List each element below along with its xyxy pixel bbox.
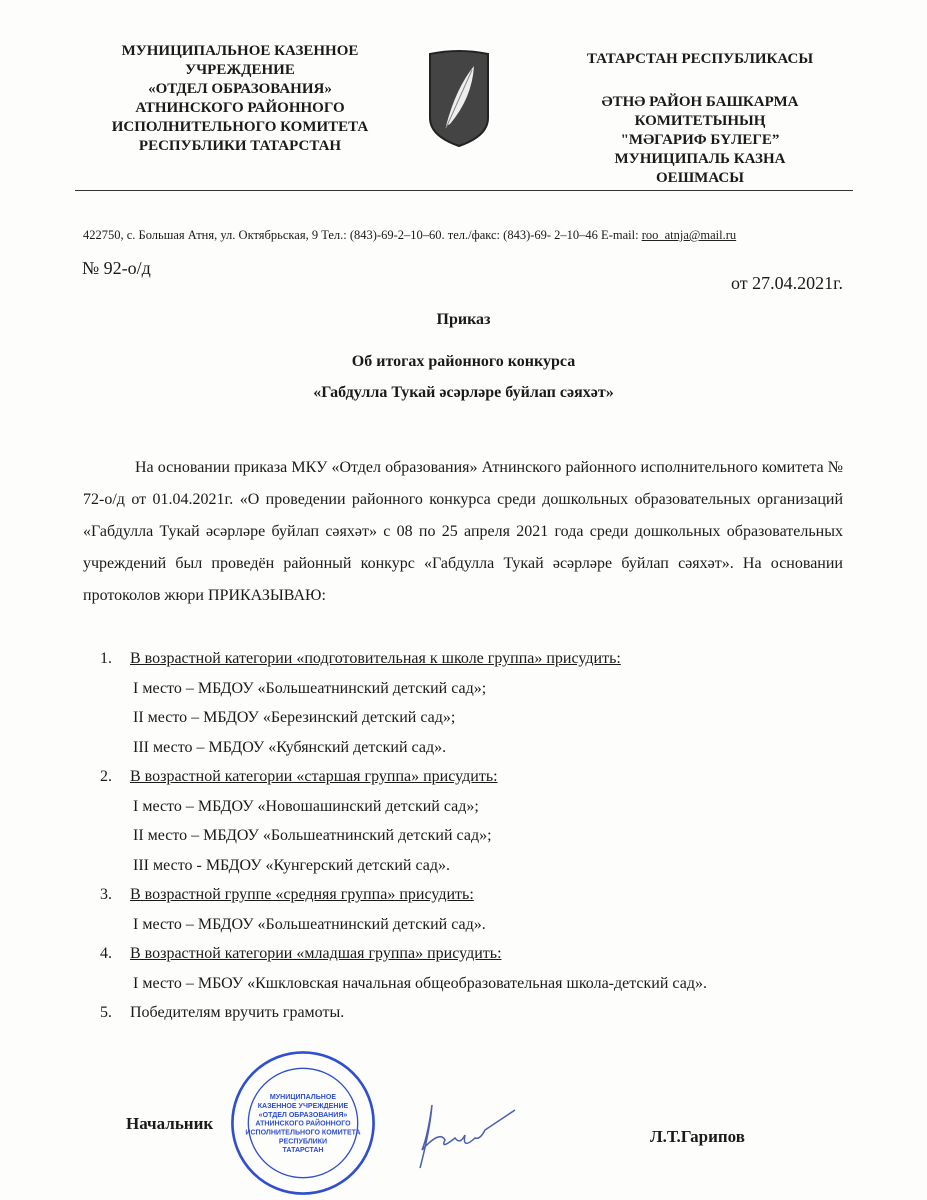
contest-name: «Габдулла Тукай әсәрләре буйлап сәяхәт» [313,384,614,401]
document-title: Приказ [436,311,491,328]
header-line: УЧРЕЖДЕНИЕ [185,62,295,78]
award-line: II место – МБДОУ «Большеатнинский детский сад»; [133,827,492,844]
header-line: ОЕШМАСЫ [656,170,744,186]
header-divider [75,190,853,191]
item-heading: В возрастной категории «подготовительная к школе группа» присудить: [130,650,621,667]
email-link[interactable]: roo_atnja@mail.ru [641,228,737,242]
item-number: 1. [100,650,112,667]
order-date: от 27.04.2021г. [731,273,843,293]
svg-text:АТНИНСКОГО РАЙОННОГО: АТНИНСКОГО РАЙОННОГО [255,1120,351,1128]
list-item [100,880,840,910]
header-line: ИСПОЛНИТЕЛЬНОГО КОМИТЕТА [111,119,369,135]
paragraph-text: На основании приказа МКУ «Отдел образования» Атнинского районного исполнительного комитета № 72-о/д от 01.04.2021г. «О проведении районного конкурса среди дошкольных образовательных организаций «Габдулла Тукай әсәрләре буйлап сәяхәт» с 08 по 25 апреля 2021 года среди дошкольных образовательных учреждений был проведён районный конкурс «Габдулла Тукай әсәрләре буйлап сәяхәт». На основании протоколов жюри ПРИКАЗЫВАЮ: [83,459,843,604]
svg-text:«ОТДЕЛ ОБРАЗОВАНИЯ»: «ОТДЕЛ ОБРАЗОВАНИЯ» [258,1111,348,1119]
item-text: Победителям вручить грамоты. [130,1004,345,1021]
header-line: МУНИЦИПАЛЬНОЕ КАЗЕННОЕ [121,43,359,59]
header-line: КОМИТЕТЫНЫҢ [634,113,766,129]
award-line: I место – МБОУ «Кшкловская начальная общеобразовательная школа-детский сад». [133,974,707,992]
header-right [560,50,840,188]
award-line: III место – МБДОУ «Кубянский детский сад». [133,738,447,756]
award-line: I место – МБДОУ «Большеатнинский детский сад». [133,915,486,933]
svg-text:РЕСПУБЛИКИ: РЕСПУБЛИКИ [278,1138,328,1146]
item-heading: В возрастной категории «старшая группа» присудить: [130,768,498,785]
item-heading: В возрастной категории «младшая группа» присудить: [130,945,502,962]
header-left [90,42,390,156]
signer-name: Л.Т.Гарипов [650,1127,745,1146]
list-item [100,939,840,969]
svg-text:КАЗЕННОЕ УЧРЕЖДЕНИЕ: КАЗЕННОЕ УЧРЕЖДЕНИЕ [257,1103,349,1110]
address-line [83,228,736,243]
item-number: 4. [100,945,112,962]
item-number: 2. [100,768,112,785]
header-line: МУНИЦИПАЛЬ КАЗНА [614,151,786,167]
list-item [100,998,840,1028]
award-line: I место – МБДОУ «Новошашинский детский сад»; [133,797,479,815]
svg-text:ТАТАРСТАН: ТАТАРСТАН [282,1147,324,1155]
list-item [100,762,840,792]
order-items [100,644,840,1028]
address-text: 422750, с. Большая Атня, ул. Октябрьская, 9 Тел.: (843)-69-2–10–60. тел./факс: (843)-69- 2–10–46 E-mail: [83,228,642,242]
award-line: II место – МБДОУ «Березинский детский сад»; [133,709,456,726]
item-number: 3. [100,886,112,903]
header-line: РЕСПУБЛИКИ ТАТАРСТАН [138,138,342,154]
svg-text:ИСПОЛНИТЕЛЬНОГО КОМИТЕТА: ИСПОЛНИТЕЛЬНОГО КОМИТЕТА [245,1129,361,1137]
header-line: ӘТНӘ РАЙОН БАШКАРМА [601,94,799,110]
coat-of-arms-icon [426,48,492,152]
signer-position: Начальник [126,1114,214,1133]
handwritten-signature [400,1100,520,1170]
award-line: III место - МБДОУ «Кунгерский детский сад». [133,856,450,874]
svg-text:МУНИЦИПАЛЬНОЕ: МУНИЦИПАЛЬНОЕ [269,1094,337,1102]
order-number: № 92-о/д [82,258,151,278]
award-line: I место – МБДОУ «Большеатнинский детский сад»; [133,679,487,697]
list-item [100,644,840,674]
header-line: «ОТДЕЛ ОБРАЗОВАНИЯ» [148,81,332,97]
item-number: 5. [100,1004,112,1021]
header-line: АТНИНСКОГО РАЙОННОГО [135,100,345,116]
item-heading: В возрастной группе «средняя группа» присудить: [130,886,474,903]
header-line: ТАТАРСТАН РЕСПУБЛИКАСЫ [586,51,814,67]
preamble-paragraph [83,452,843,612]
header-line: "МӘГАРИФ БҮЛЕГЕ” [620,132,780,148]
document-subtitle: Об итогах районного конкурса [351,353,576,370]
official-stamp [228,1048,378,1198]
